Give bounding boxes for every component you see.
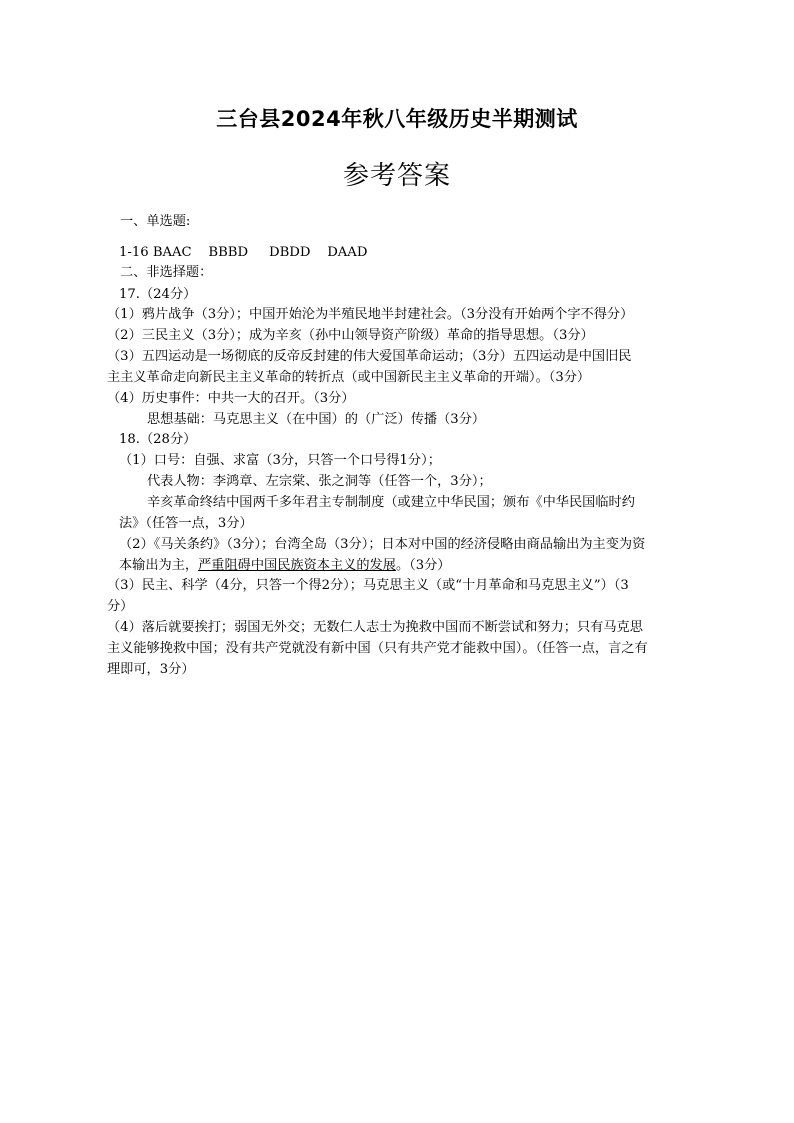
q18-part4-line2: 主义能够挽救中国；没有共产党就没有新中国（只有共产党才能救中国）。（任答一点，言之有 <box>107 641 648 656</box>
q18-part2-underlined-text: 严重阻碍中国民族资本主义的发展 <box>198 558 396 573</box>
q17-part3-line1: （3）五四运动是一场彻底的反帝反封建的伟大爱国革命运动；（3分）五四运动是中国旧民 <box>107 349 632 364</box>
non-choice-header: 二、非选择题： <box>120 265 213 280</box>
single-choice-answers: 1-16 BAAC BBBD DBDD DAAD <box>119 245 368 260</box>
q18-part3-line1: （3）民主、科学（4分，只答一个得2分）；马克思主义（或“十月革命和马克思主义”）（3 <box>107 578 629 593</box>
q18-part2-line1: （2）《马关条约》（3分）；台湾全岛（3分）；日本对中国的经济侵略由商品输出为主变为资 <box>119 537 646 552</box>
q18-part2-text-c: 。（3分） <box>395 558 451 573</box>
single-choice-header: 一、单选题: <box>120 214 191 229</box>
q17-part4-line1: （4）历史事件：中共一大的召开。（3分） <box>107 391 355 406</box>
q17-part1: （1）鸦片战争（3分）；中国开始沦为半殖民地半封建社会。（3分没有开始两个字不得分） <box>107 307 634 322</box>
q18-part3-line2: 分） <box>107 599 134 614</box>
document-title: 三台县2024年秋八年级历史半期测试 <box>216 107 578 131</box>
document-subtitle: 参考答案 <box>342 161 451 191</box>
q17-number: 17.（24分） <box>119 287 197 302</box>
q18-part1-line1: （1）口号：自强、求富（3分，只答一个口号得1分）； <box>119 453 441 468</box>
q17-part2: （2）三民主义（3分）；成为辛亥（孙中山领导资产阶级）革命的指导思想。（3分） <box>107 328 594 343</box>
q18-part4-line3: 理即可，3分） <box>107 662 195 677</box>
q18-number: 18.（28分） <box>119 432 197 447</box>
q18-part1-line4: 法》（任答一点，3分） <box>119 516 253 531</box>
q18-part2-text-a: 本输出为主， <box>119 558 199 573</box>
q18-part1-line3: 辛亥革命终结中国两千多年君主专制制度（或建立中华民国；颁布《中华民国临时约 <box>147 495 635 510</box>
q18-part4-line1: （4）落后就要挨打；弱国无外交；无数仁人志士为挽救中国而不断尝试和努力；只有马克思 <box>107 620 643 635</box>
q17-part3-line2: 主主义革命走向新民主主义革命的转折点（或中国新民主主义革命的开端）。（3分） <box>107 370 591 385</box>
q18-part2-line2 <box>119 556 450 576</box>
q17-part4-line2: 思想基础：马克思主义（在中国）的（广泛）传播（3分） <box>147 412 486 427</box>
q18-part1-line2: 代表人物：李鸿章、左宗棠、张之洞等（任答一个，3分）； <box>147 474 492 489</box>
